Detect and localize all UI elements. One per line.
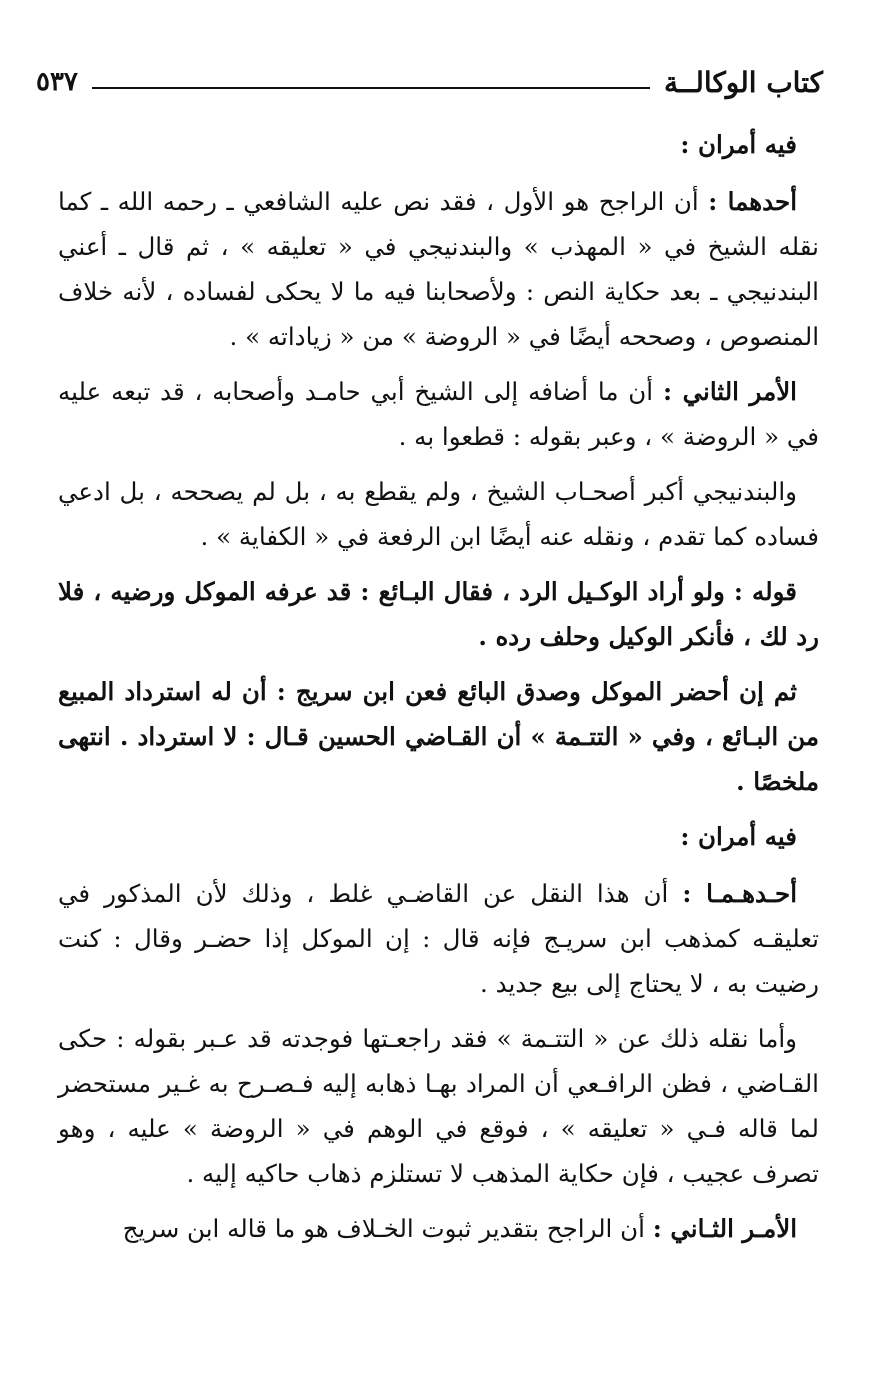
paragraph bbox=[58, 871, 819, 1006]
paragraph bbox=[58, 1016, 819, 1196]
paragraph-text: أن ما أضافه إلى الشيخ أبي حامـد وأصحابه ، قد تبعه عليه في « الروضة » ، وعبر بقوله : قطعوا به . bbox=[58, 377, 819, 451]
paragraph bbox=[58, 179, 819, 359]
paragraph bbox=[58, 669, 819, 804]
header-rule bbox=[92, 87, 650, 89]
paragraph-text: أن الراجح بتقدير ثبوت الخـلاف هو ما قاله ابن سريج bbox=[122, 1214, 653, 1243]
paragraph-text: ثم إن أحضر الموكل وصدق البائع فعن ابن سريج : أن له استرداد المبيع من البـائع ، وفي « التتـمة » أن القـاضي الحسين قـال : لا استرداد . انتهى ملخصًا . bbox=[58, 677, 819, 796]
paragraph bbox=[58, 122, 819, 167]
paragraph-text: أن الراجح هو الأول ، فقد نص عليه الشافعي ـ رحمه الله ـ كما نقله الشيخ في « المهذب » والبندنيجي في « تعليقه » ، ثم قال ـ أعني البندنيجي ـ بعد حكاية النص : ولأصحابنا فيه ما لا يحكى لفساده ، لأنه خلاف المنصوص ، وصححه أيضًا في « الروضة » من « زياداته » . bbox=[58, 187, 819, 351]
chapter-title: كتاب الوكالــة bbox=[663, 65, 823, 99]
paragraph-lead: أحدهما : bbox=[708, 187, 797, 216]
paragraph-lead: الأمر الثاني : bbox=[662, 377, 797, 406]
paragraph-text: وأما نقله ذلك عن « التتـمة » فقد راجعـتها فوجدته قد عـبر بقوله : حكى القـاضي ، فظن الرافـعي أن المراد بهـا ذهابه إليه فـصـرح به غـير مستحضر لما قاله فـي « تعليقه » ، فوقع في الوهم في « الروضة » عليه ، وهو تصرف عجيب ، فإن حكاية المذهب لا تستلزم ذهاب حاكيه إليه . bbox=[58, 1024, 819, 1188]
paragraph-text: قوله : ولو أراد الوكـيل الرد ، فقال البـائع : قد عرفه الموكل ورضيه ، فلا رد لك ، فأنكر الوكيل وحلف رده . bbox=[58, 577, 819, 651]
paragraph-text: أن هذا النقل عن القاضـي غلط ، وذلك لأن المذكور في تعليقـه كمذهب ابن سريـج فإنه قال : إن الموكل إذا حضـر وقال : كنت رضيت به ، لا يحتاج إلى بيع جديد . bbox=[58, 879, 819, 998]
paragraph bbox=[58, 369, 819, 459]
paragraph-text: فيه أمران : bbox=[680, 822, 797, 851]
page-number: ٥٣٧ bbox=[36, 67, 78, 97]
paragraph bbox=[58, 814, 819, 859]
paragraph-lead: الأمـر الثـاني : bbox=[652, 1214, 797, 1243]
paragraph-text: فيه أمران : bbox=[680, 130, 797, 159]
running-header bbox=[36, 62, 823, 102]
paragraph-lead: أحـدهـمـا : bbox=[682, 879, 798, 908]
paragraph-text: والبندنيجي أكبر أصحـاب الشيخ ، ولم يقطع به ، بل لم يصححه ، بل ادعي فساده كما تقدم ، ونقله عنه أيضًا ابن الرفعة في « الكفاية » . bbox=[58, 477, 819, 551]
body-text bbox=[58, 122, 819, 1261]
paragraph bbox=[58, 569, 819, 659]
paragraph bbox=[58, 1206, 819, 1251]
paragraph bbox=[58, 469, 819, 559]
